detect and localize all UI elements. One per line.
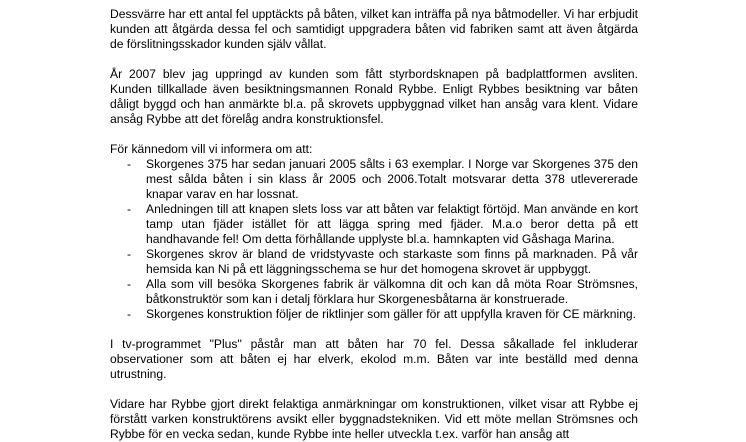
bullet-text: Skorgenes skrov är bland de vridstyvaste och starkaste som finns på marknaden. På vår hemsida kan Ni på ett läggningsschema se hur det homogena skrovet är uppbyggt. — [146, 247, 638, 276]
info-bullet-list — [110, 157, 638, 322]
document-page — [110, 7, 638, 442]
bullet-dash: - — [127, 307, 132, 321]
paragraph-defects: Dessvärre har ett antal fel upptäckts på båten, vilket kan inträffa på nya båtmodeller. Vi har erbjudit kunden att åtgärda dessa fel och samtidigt uppgradera båten vid fabriken samt att även åtgärda de förslitningsskador kunden själv vållat. — [110, 7, 638, 51]
bullet-item-mooring — [110, 202, 638, 247]
paragraph-tv-program: I tv-programmet "Plus" påstår man att båten har 70 fel. Dessa såkallade fel inkluderar observationer som att båten ej har elverk, ekolod m.m. Båten var inte beställd med denna utrustning. — [110, 337, 638, 381]
bullet-text: Skorgenes konstruktion följer de riktlinjer som gäller för att uppfylla kraven för CE märkning. — [146, 307, 637, 321]
bullet-item-factory-visit — [110, 277, 638, 307]
paragraph-inspection: År 2007 blev jag uppringd av kunden som fått styrbordsknapen på badplattformen avsliten. Kunden tillkallade även besiktningsmannen Ronald Rybbe. Enligt Rybbes besiktning var båten dåligt byggd och han anmärkte bl.a. på skrovets uppbyggnad vilket han ansåg vara klent. Vidare ansåg Rybbe att det förelåg andra konstruktionsfel. — [110, 67, 638, 126]
bullet-dash: - — [127, 277, 132, 291]
bullet-text: Skorgenes 375 har sedan januari 2005 sålts i 63 exemplar. I Norge var Skorgenes 375 den mest sålda båten i sin klass år 2005 och 2006.Totalt motsvarar detta 378 utlevererade knapar varav en har lossnat. — [146, 157, 638, 201]
bullet-item-ce-marking — [110, 307, 638, 322]
bullet-item-hull — [110, 247, 638, 277]
bullet-dash: - — [127, 157, 132, 171]
paragraph-info-lead: För kännedom vill vi informera om att: — [110, 142, 313, 156]
paragraph-construction-remarks: Vidare har Rybbe gjort direkt felaktiga anmärkningar om konstruktionen, vilket visar att Rybbe ej förstått varken konstruktörens avsikt eller byggnadstekniken. Vid ett möte mellan Strömsnes och Rybbe för en vecka sedan, kunde Rybbe inte heller utveckla t.ex. varför han ansåg att — [110, 397, 638, 441]
bullet-dash: - — [127, 247, 132, 261]
bullet-text: Alla som vill besöka Skorgenes fabrik är välkomna dit och kan då möta Roar Strömsnes, båtkonstruktör som kan i detalj förklara hur Skorgenesbåtarna är konstruerade. — [146, 277, 638, 306]
bullet-text: Anledningen till att knapen slets loss var att båten var felaktigt förtöjd. Man använde en kort tamp utan fjäder istället för att lägga spring med fjäder. M.a.o beror detta på ett handhavande fel! Om detta förhållande upplyste bl.a. hamnkapten vid Gåshaga Marina. — [146, 202, 638, 246]
bullet-item-sales — [110, 157, 638, 202]
bullet-dash: - — [127, 202, 132, 216]
